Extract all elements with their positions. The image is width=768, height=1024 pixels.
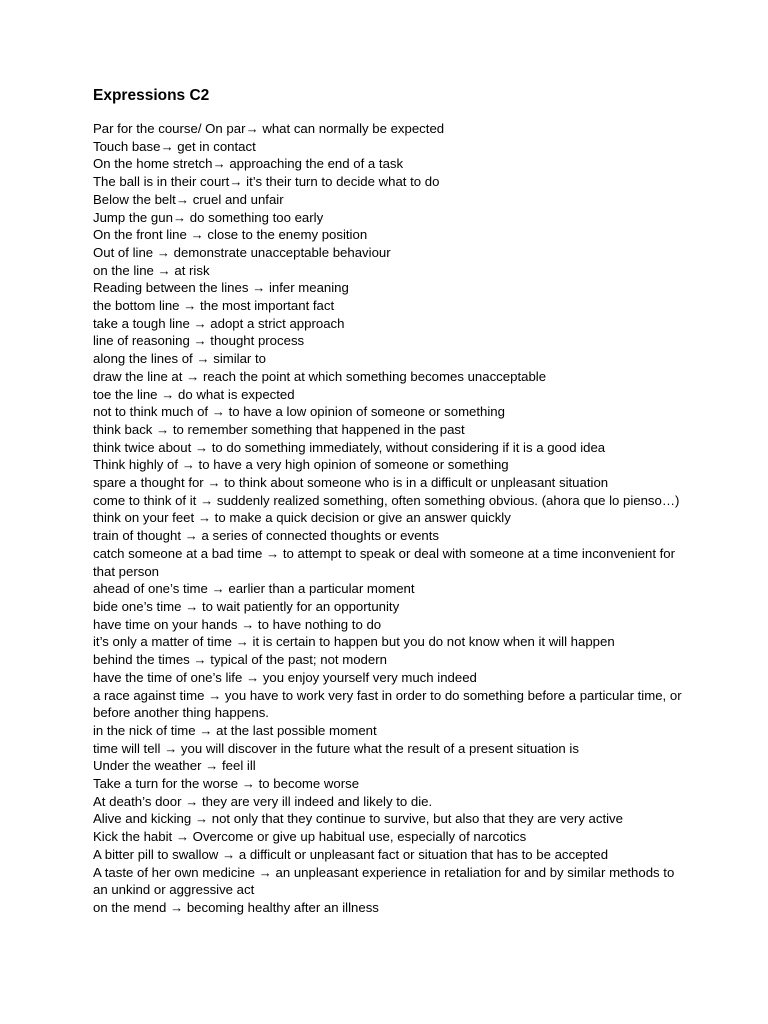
expression-entry: take a tough line → adopt a strict approach bbox=[93, 315, 345, 331]
expression-entry: Alive and kicking → not only that they continue to survive, but also that they are very active bbox=[93, 811, 623, 827]
expression-entry: The ball is in their court→ it’s their turn to decide what to do bbox=[93, 174, 440, 190]
document-title: Expressions C2 bbox=[93, 87, 210, 104]
expression-list bbox=[93, 120, 683, 917]
expression-entry: Reading between the lines → infer meaning bbox=[93, 280, 349, 296]
expression-entry: At death’s door → they are very ill indeed and likely to die. bbox=[93, 793, 433, 809]
expression-entry: A bitter pill to swallow → a difficult or unpleasant fact or situation that has to be accepted bbox=[93, 846, 609, 862]
expression-entry: Kick the habit → Overcome or give up habitual use, especially of narcotics bbox=[93, 829, 527, 845]
expression-entry: ahead of one’s time → earlier than a particular moment bbox=[93, 581, 415, 597]
expression-entry: not to think much of → to have a low opinion of someone or something bbox=[93, 404, 505, 420]
expression-entry: catch someone at a bad time → to attempt to speak or deal with someone at a time inconvenient for that person bbox=[93, 545, 676, 579]
expression-entry: along the lines of → similar to bbox=[93, 351, 266, 367]
expression-entry: Take a turn for the worse → to become worse bbox=[93, 776, 360, 792]
expression-entry: come to think of it → suddenly realized something, often something obvious. (ahora que lo pienso…) bbox=[93, 492, 680, 508]
expression-entry: think twice about → to do something immediately, without considering if it is a good idea bbox=[93, 439, 606, 455]
expression-entry: Jump the gun→ do something too early bbox=[93, 209, 324, 225]
expression-entry: behind the times → typical of the past; not modern bbox=[93, 652, 387, 668]
expression-entry: Under the weather → feel ill bbox=[93, 758, 256, 774]
expression-entry: On the front line → close to the enemy position bbox=[93, 227, 368, 243]
expression-entry: on the line → at risk bbox=[93, 262, 210, 278]
expression-entry: have time on your hands → to have nothing to do bbox=[93, 616, 382, 632]
expression-entry: time will tell → you will discover in the future what the result of a present situation is bbox=[93, 740, 579, 756]
expression-entry: Below the belt→ cruel and unfair bbox=[93, 191, 284, 207]
expression-entry: draw the line at → reach the point at which something becomes unacceptable bbox=[93, 368, 547, 384]
expression-entry: a race against time → you have to work very fast in order to do something before a particular time, or before another thing happens. bbox=[93, 687, 682, 721]
expression-entry: in the nick of time → at the last possible moment bbox=[93, 722, 377, 738]
expression-entry: think on your feet → to make a quick decision or give an answer quickly bbox=[93, 510, 511, 526]
document-page bbox=[93, 86, 683, 917]
expression-entry: on the mend → becoming healthy after an illness bbox=[93, 899, 379, 915]
expression-entry: Think highly of → to have a very high opinion of someone or something bbox=[93, 457, 509, 473]
expression-entry: line of reasoning → thought process bbox=[93, 333, 305, 349]
expression-entry: Par for the course/ On par→ what can normally be expected bbox=[93, 121, 445, 136]
expression-entry: think back → to remember something that happened in the past bbox=[93, 421, 465, 437]
expression-entry: bide one’s time → to wait patiently for an opportunity bbox=[93, 598, 400, 614]
expression-entry: have the time of one’s life → you enjoy yourself very much indeed bbox=[93, 669, 477, 685]
expression-entry: the bottom line → the most important fact bbox=[93, 298, 335, 314]
expression-entry: it’s only a matter of time → it is certain to happen but you do not know when it will happen bbox=[93, 634, 615, 650]
expression-entry: train of thought → a series of connected thoughts or events bbox=[93, 528, 440, 544]
expression-entry: Touch base→ get in contact bbox=[93, 138, 256, 154]
expression-entry: Out of line → demonstrate unacceptable behaviour bbox=[93, 244, 391, 260]
expression-entry: toe the line → do what is expected bbox=[93, 386, 295, 402]
expression-entry: A taste of her own medicine → an unpleasant experience in retaliation for and by similar methods to an unkind or aggressive act bbox=[93, 864, 675, 898]
expression-entry: spare a thought for → to think about someone who is in a difficult or unpleasant situation bbox=[93, 475, 609, 491]
expression-entry: On the home stretch→ approaching the end of a task bbox=[93, 156, 404, 172]
